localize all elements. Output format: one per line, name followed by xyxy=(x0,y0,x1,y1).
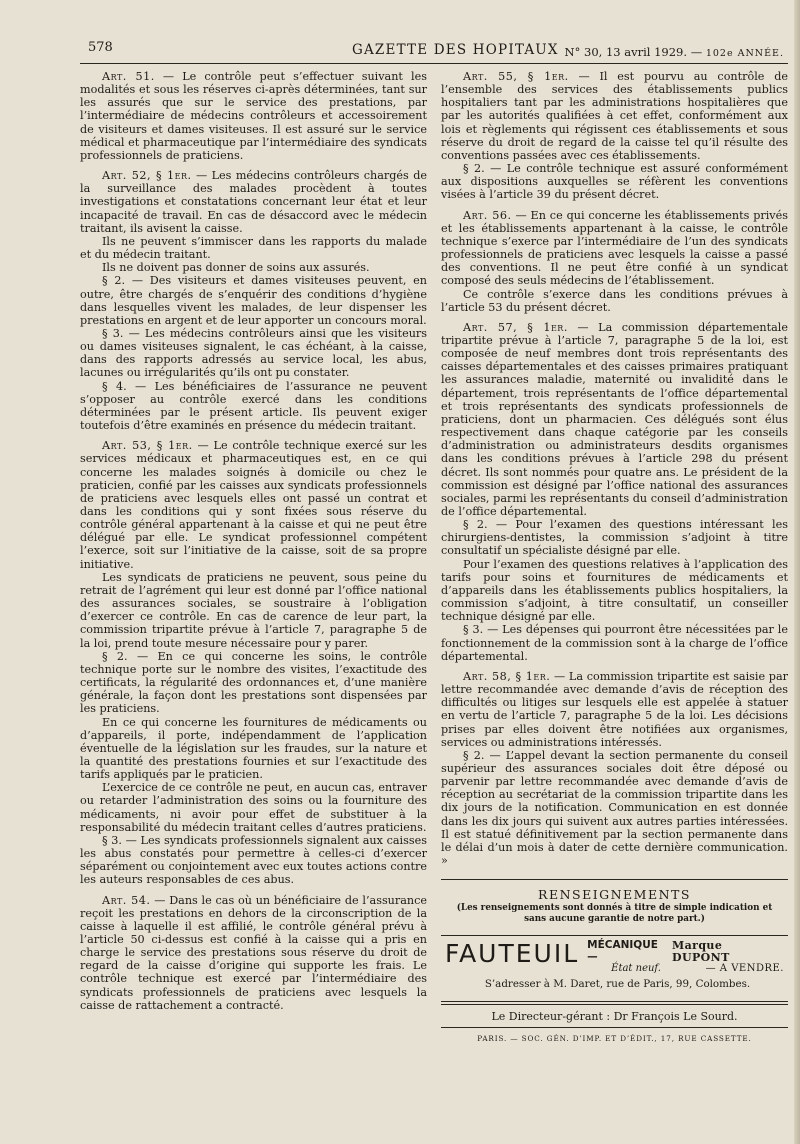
article-label: Art. 53, § 1er. xyxy=(102,439,193,453)
ad-marque: Marque DUPONT xyxy=(672,939,730,964)
article-label: Art. 51. xyxy=(102,70,155,83)
article-text: — En ce qui concerne les soins, le contrôle technique porte sur le nombre des visites, l’exactitude des certificats, la régularité des ordonnances et, d’une manière générale, la façon dont les prestations sont dispensées par les praticiens. xyxy=(80,649,427,716)
article-paragraph xyxy=(441,623,788,662)
ad-line-1 xyxy=(587,940,784,963)
renseignements-title: RENSEIGNEMENTS xyxy=(538,887,691,903)
article-label: Art. 58, § 1er. xyxy=(463,669,551,683)
article-text: — Le contrôle technique est assuré conformément aux dispositions auxquelles se réfèrent les conventions visées à l’article 39 du présent décret. xyxy=(441,162,789,202)
issue-year: 102e ANNÉE. xyxy=(705,48,784,59)
right-column xyxy=(441,70,788,1045)
section-rule xyxy=(441,879,788,880)
footer-rule xyxy=(441,1001,788,1005)
article-text: — Les médecins contrôleurs ainsi que les visiteurs ou dames visiteuses signalent, le cas échéant, à la caisse, dans des rapports adressés au service local, les abus, lacunes ou irrégularités qu’ils ont pu constater. xyxy=(80,326,427,380)
page-header xyxy=(80,28,788,68)
right-column-articles xyxy=(441,70,788,867)
article-paragraph xyxy=(441,209,788,288)
journal-title: GAZETTE DES HOPITAUX xyxy=(352,42,559,58)
article-label: § 2. xyxy=(463,748,485,762)
ad-headline: FAUTEUIL xyxy=(445,939,580,969)
article-paragraph xyxy=(441,749,788,867)
article-paragraph xyxy=(80,894,427,1012)
article-text: — Le contrôle peut s’effectuer suivant les modalités et sous les réserves ci-après déterminées, tant sur les assurés que sur le service des prestations, par l’intermédiaire de médecins contrôleurs et accessoirement de visiteurs et dames visiteuses. Il est assuré sur le service médical et pharmaceutique par l’intermédiaire des syndicats professionnels de praticiens. xyxy=(80,70,427,162)
article-paragraph xyxy=(80,834,427,887)
article-paragraph xyxy=(80,261,427,274)
header-rule xyxy=(80,63,788,64)
issue-info xyxy=(565,45,784,59)
article-text: Ce contrôle s’exerce dans les conditions prévues à l’article 53 du présent décret. xyxy=(441,287,788,314)
ad-line-2 xyxy=(587,963,784,975)
article-label: § 3. xyxy=(102,833,122,847)
left-column xyxy=(80,70,427,1045)
article-text: — La commission tripartite est saisie par lettre recommandée avec demande d’avis de réception des difficultés ou litiges sur lesquels elle est appelée à statuer en vertu de l’article 7, paragraphe 5 de la loi. Les décisions prises par elles doivent être notifiées aux organismes, services ou administrations intéressés. xyxy=(441,669,788,749)
article-text: — Le contrôle technique exercé sur les services médicaux et pharmaceutiques est, en ce qui concerne les malades soignés à domicile ou chez le praticien, confié par les caisses aux syndicats professionnels de praticiens avec lesquels elles ont passé un contrat et dans les conditions qui y sont fixées sous réserve du contrôle général appartenant à la caisse et qui ne peut être délégué par elle. Le syndicat professionnel compétent l’exerce, soit sur l’initiative de la caisse, soit de sa propre initiative. xyxy=(80,439,427,571)
article-label: § 3. xyxy=(463,623,484,637)
page-number: 578 xyxy=(88,40,113,55)
page-fold-shadow xyxy=(794,0,800,1144)
renseignements-note: (Les renseignements sont donnés à titre de simple indication et sans aucune garantie de notre part.) xyxy=(456,903,773,925)
article-text: — L’appel devant la section permanente du conseil supérieur des assurances sociales doit être déposé ou parvenir par lettre recommandée avec demande d’avis de réception au secrétariat de la commission tripartite dans les dix jours de la notification. Communication en est donnée dans les dix jours qui suivent aux autres parties intéressées. Il est statué définitivement par la section permanente dans le délai d’un mois à dater de cette dernière communication. » xyxy=(441,748,789,868)
article-text: — Des visiteurs et dames visiteuses peuvent, en outre, être chargés de s’enquérir des conditions d’hygiène dans lesquelles vivent les malades, de leur dispenser les prestations en argent et de leur apporter un concours moral. xyxy=(80,274,427,327)
article-text: — Les bénéficiaires de l’assurance ne peuvent s’opposer au contrôle exercé dans les conditions déterminées par le présent article. Ils peuvent exiger toutefois d’être examinés en présence du médecin traitant. xyxy=(80,379,427,433)
article-text: — Il est pourvu au contrôle de l’ensemble des services des établissements publics hospitaliers tant par les administrations hospitalières que par les autorités qualifiées à cet effet, conformément aux lois et règlements qui régissent ces établissements et sous réserve du droit de regard de la caisse tel qu’il résulte des conventions passées avec ces établissements. xyxy=(441,70,788,162)
article-label: § 2. xyxy=(463,518,488,532)
article-paragraph xyxy=(441,670,788,749)
printer-line: PARIS. — SOC. GÉN. D’IMP. ET D’ÉDIT., 17, RUE CASSETTE. xyxy=(441,1027,788,1045)
article-text: — Les dépenses qui pourront être nécessitées par le fonctionnement de la commission sont à la charge de l’office départemental. xyxy=(441,623,788,663)
text-columns xyxy=(80,70,788,1045)
article-paragraph xyxy=(80,571,427,650)
article-paragraph xyxy=(80,70,427,162)
article-text: En ce qui concerne les fournitures de médicaments ou d’appareils, il porte, indépendamment de l’application éventuelle de la législation sur les fraudes, sur la nature et la quantité des prestations fournies et sur l’exactitude des tarifs appliqués par le praticien. xyxy=(80,715,427,782)
article-text: — Dans le cas où un bénéficiaire de l’assurance reçoit les prestations en dehors de la circonscription de la caisse à laquelle il est affilié, le contrôle général prévu à l’article 50 ci-dessus est confié à la caisse qui a pris en charge le service des prestations sous réserve du droit de regard de la caisse d’origine qui supporte les frais. Le contrôle technique est exercé par l’intermédiaire des syndicats professionnels de praticiens avec lesquels la caisse de rattachement a contracté. xyxy=(80,893,427,1012)
article-paragraph xyxy=(80,781,427,834)
article-text: Ils ne doivent pas donner de soins aux assurés. xyxy=(102,261,370,275)
article-text: L’exercice de ce contrôle ne peut, en aucun cas, entraver ou retarder l’administration des soins ou la fourniture des médicaments, ni avoir pour effet de substituer à la responsabilité du médecin traitant celles d’autres praticiens. xyxy=(80,781,427,834)
ad-mecanique: MÉCANIQUE — xyxy=(587,939,658,963)
ad-vendre: — A VENDRE. xyxy=(705,963,784,975)
article-text: — En ce qui concerne les établissements privés et les établissements appartenant à la caisse, le contrôle technique s’exerce par l’intermédiaire de l’un des syndicats professionnels de praticiens avec lesquels la caisse a passé des conventions. Il ne peut être confié à un syndicat composé des seuls médecins de l’établissement. xyxy=(441,208,788,288)
ad-rule xyxy=(441,935,788,936)
article-text: — Les syndicats professionnels signalent aux caisses les abus constatés pour permettre à celles-ci d’exercer séparément ou conjointement avec eux toutes actions contre les auteurs responsables de ces abus. xyxy=(80,833,427,887)
article-paragraph xyxy=(441,558,788,624)
article-paragraph xyxy=(80,327,427,380)
article-paragraph xyxy=(441,162,788,201)
article-text: — La commission départementale tripartite prévue à l’article 7, paragraphe 5 de la loi, est composée de neuf membres dont trois représentants des caisses départementales et des caisses primaires pratiquant les assurances maladie, maternité ou invalidité dans le département, trois représentants de l’office départemental et trois représentants des syndicats professionnels de praticiens, dont un pharmacien. Ces délégués sont élus respectivement dans chaque catégorie par les conseils d’administration ou administrateurs desdits organismes dans les conditions prévues à l’article 298 du présent décret. Ils sont nommés pour quatre ans. Le président de la commission est désigné par l’office national des assurances sociales, parmi les représentants du conseil d’administration de l’office départemental. xyxy=(441,320,788,518)
issue-number-date: N° 30, 13 avril 1929. — xyxy=(564,45,703,59)
article-paragraph xyxy=(441,518,788,557)
article-label: § 2. xyxy=(102,649,128,663)
ad-etat: État neuf. xyxy=(611,963,661,975)
article-label: § 4. xyxy=(102,379,127,393)
article-text: Pour l’examen des questions relatives à l’application des tarifs pour soins et fournitures de médicaments et d’appareils dans les établissements publics hospitaliers, la commission s’adjoint, à titre consultatif, un conseiller technique désigné par elle. xyxy=(441,557,788,624)
article-label: Art. 55, § 1er. xyxy=(463,70,569,83)
article-label: Art. 52, § 1er. xyxy=(102,169,192,183)
article-label: § 3. xyxy=(102,326,124,340)
article-paragraph xyxy=(80,650,427,716)
article-paragraph xyxy=(80,274,427,327)
article-paragraph xyxy=(441,288,788,314)
article-paragraph xyxy=(80,380,427,433)
article-label: § 2. xyxy=(463,162,485,176)
article-paragraph xyxy=(441,321,788,518)
article-text: — Les médecins contrôleurs chargés de la surveillance des malades procèdent à toutes investigations et constatations concernant leur état et leur incapacité de travail. En cas de désaccord avec le médecin traitant, ils avisent la caisse. xyxy=(80,169,427,235)
article-paragraph xyxy=(80,716,427,782)
article-paragraph xyxy=(80,169,427,235)
article-text: Les syndicats de praticiens ne peuvent, sous peine du retrait de l’agrément qui leur est donné par l’office national des assurances sociales, se soustraire à l’obligation d’exercer ce contrôle. En cas de carence de leur part, la commission tripartite prévue à l’article 7, paragraphe 5 de la loi, prend toute mesure nécessaire pour y parer. xyxy=(80,570,427,650)
article-label: § 2. xyxy=(102,274,126,288)
ad-address: S’adresser à M. Daret, rue de Paris, 99, Colombes. xyxy=(484,977,751,990)
director-line: Le Directeur-gérant : Dr François Le Sourd. xyxy=(491,1010,738,1024)
article-paragraph xyxy=(441,70,788,162)
ad-details xyxy=(587,940,784,975)
article-text: Ils ne peuvent s’immiscer dans les rapports du malade et du médecin traitant. xyxy=(80,234,427,262)
article-label: Art. 56. xyxy=(463,208,512,222)
classified-ad xyxy=(441,938,788,975)
article-paragraph xyxy=(80,439,427,571)
article-label: Art. 57, § 1er. xyxy=(463,320,568,334)
article-label: Art. 54. xyxy=(102,893,151,907)
article-paragraph xyxy=(80,235,427,261)
article-text: — Pour l’examen des questions intéressant les chirurgiens-dentistes, la commission s’adjoint à titre consultatif un spécialiste désigné par elle. xyxy=(441,518,788,558)
